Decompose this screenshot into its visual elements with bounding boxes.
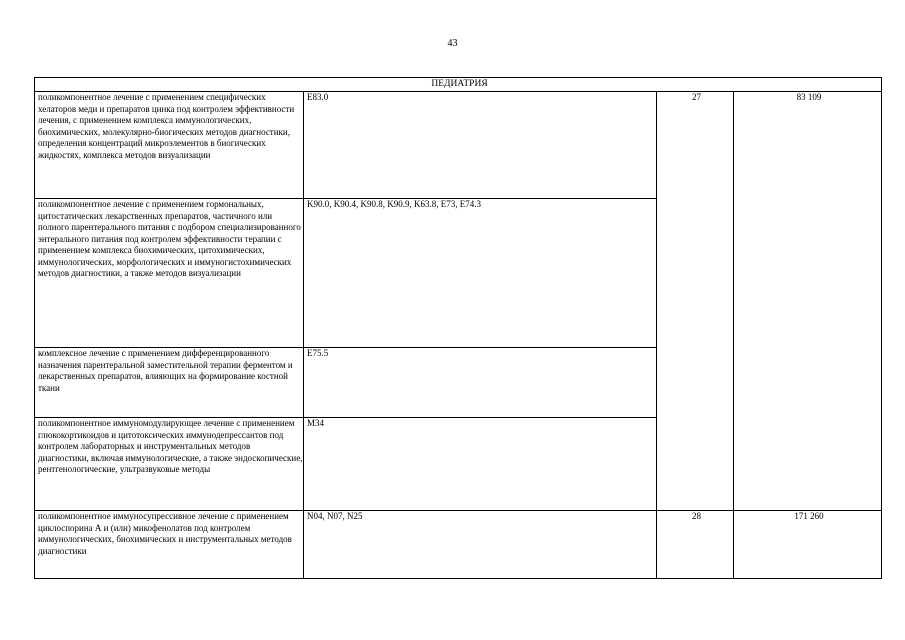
- diagnosis-codes: M34: [304, 418, 657, 511]
- diagnosis-codes: N04, N07, N25: [304, 511, 657, 579]
- table-row: [35, 511, 882, 579]
- table-row: [35, 92, 882, 199]
- section-header-row: [35, 78, 882, 92]
- diagnosis-codes: K90.0, K90.4, K90.8, K90.9, K63.8, E73, E74.3: [304, 199, 657, 348]
- diagnosis-codes: E75.5: [304, 348, 657, 418]
- cost-value: 171 260: [734, 511, 882, 579]
- treatment-description: поликомпонентное лечение с применением специфических хелаторов меди и препаратов цинка под контролем эффективности лечения, с применением комплекса иммунологических, биохимических, молекулярно-биогических методов диагностики, определения концентраций микроэлементов в биогических жидкостях, комплекса методов визуализации: [35, 92, 304, 199]
- group-number: 28: [657, 511, 734, 579]
- page-number: 43: [447, 38, 458, 49]
- treatment-description: поликомпонентное иммуномодулирующее лечение с применением глюкокортикоидов и цитотоксических иммунодепрессантов под контролем лабораторных и инструментальных методов диагностики, включая иммунологические, а также эндоскопические, рентгенологические, ультразвуковые методы: [35, 418, 304, 511]
- diagnosis-codes: E83.0: [304, 92, 657, 199]
- treatment-description: поликомпонентное лечение с применением гормональных, цитостатических лекарственных препаратов, частичного или полного парентерального питания с подбором специализированного энтерального питания под контролем эффективности терапии с применением комплекса биохимических, цитохимических, иммунологических, морфологических и иммуногистохимических методов диагностики, а также методов визуализации: [35, 199, 304, 348]
- group-number: 27: [657, 92, 734, 511]
- treatment-description: поликомпонентное иммуносупрессивное лечение с применением циклоспорина А и (или) микофенолатов под контролем иммунологических, биохимических и инструментальных методов диагностики: [35, 511, 304, 579]
- treatment-table: [34, 77, 882, 579]
- cost-value: 83 109: [734, 92, 882, 511]
- section-title: ПЕДИАТРИЯ: [35, 78, 882, 92]
- treatment-description: комплексное лечение с применением дифференцированного назначения парентеральной заместительной терапии ферментом и лекарственных препаратов, влияющих на формирование костной ткани: [35, 348, 304, 418]
